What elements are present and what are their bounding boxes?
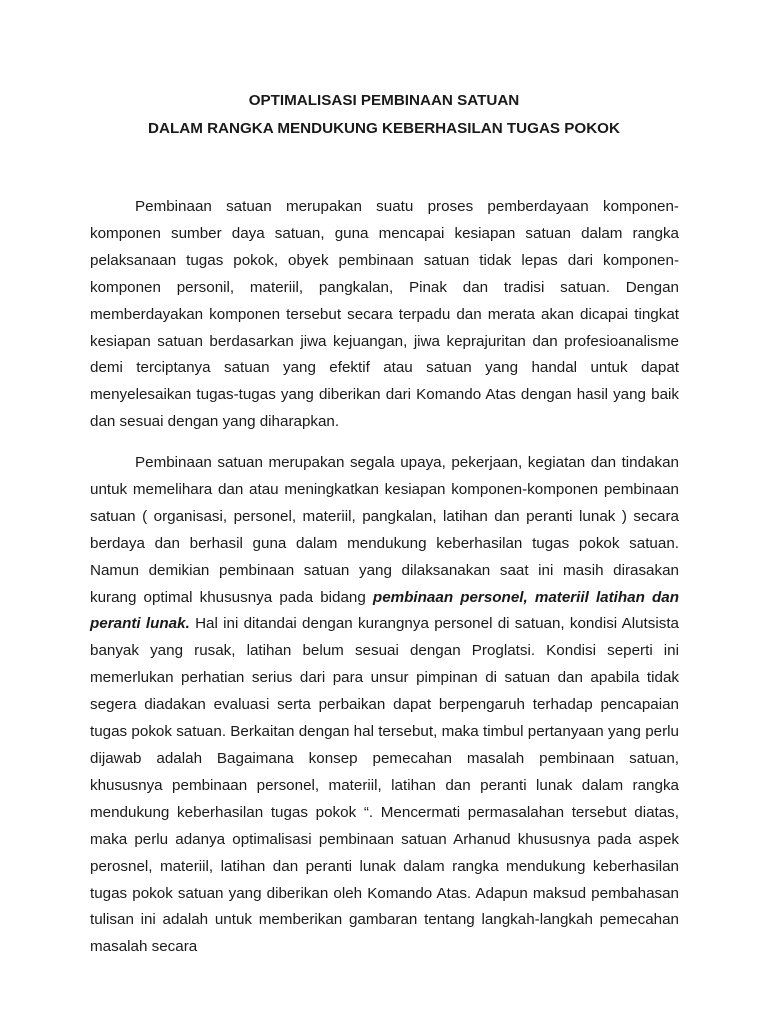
document-title-line-1: OPTIMALISASI PEMBINAAN SATUAN bbox=[248, 92, 520, 109]
paragraph-1: Pembinaan satuan merupakan suatu proses pemberdayaan komponen-komponen sumber daya satuan, guna mencapai kesiapan satuan dalam rangka pelaksanaan tugas pokok, obyek pembinaan satuan tidak lepas dari komponen-komponen personil, materiil, pangkalan, Pinak dan tradisi satuan. Dengan memberdayakan komponen tersebut secara terpadu dan merata akan dicapai tingkat kesiapan satuan berdasarkan jiwa kejuangan, jiwa keprajuritan dan profesioanalisme demi terciptanya satuan yang efektif atau satuan yang handal untuk dapat menyelesaikan tugas-tugas yang diberikan dari Komando Atas dengan hasil yang baik dan sesuai dengan yang diharapkan. bbox=[90, 198, 679, 431]
paragraph-2-text-before: Pembinaan satuan merupakan segala upaya, pekerjaan, kegiatan dan tindakan untuk memelihara dan atau meningkatkan kesiapan komponen-komponen pembinaan satuan ( organisasi, personel, materiil, pangkalan, latihan dan peranti lunak ) secara berdaya dan berhasil guna dalam mendukung keberhasilan tugas pokok satuan. Namun demikian pembinaan satuan yang dilaksanakan saat ini masih dirasakan kurang optimal khususnya pada bidang bbox=[90, 454, 679, 606]
paragraph-2 bbox=[90, 450, 679, 961]
paragraph-2-emphasis: pembinaan personel, materiil latihan dan peranti lunak. bbox=[90, 588, 679, 633]
document-title-line-2: DALAM RANGKA MENDUKUNG KEBERHASILAN TUGAS POKOK bbox=[148, 120, 620, 137]
paragraph-2-text-after: Hal ini ditandai dengan kurangnya personel di satuan, kondisi Alutsista banyak yang rusak, latihan belum sesuai dengan Proglatsi. Kondisi seperti ini memerlukan perhatian serius dari para unsur pimpinan di satuan dan apabila tidak segera diadakan evaluasi serta perbaikan dapat berpengaruh terhadap pencapaian tugas pokok satuan. Berkaitan dengan hal tersebut, maka timbul pertanyaan yang perlu dijawab adalah Bagaimana konsep pemecahan masalah pembinaan satuan, khususnya pembinaan personel, materiil, latihan dan peranti lunak dalam rangka mendukung keberhasilan tugas pokok “. Mencermati permasalahan tersebut diatas, maka perlu adanya optimalisasi pembinaan satuan Arhanud khususnya pada aspek perosnel, materiil, latihan dan peranti lunak dalam rangka mendukung keberhasilan tugas pokok satuan yang diberikan oleh Komando Atas. Adapun maksud pembahasan tulisan ini adalah untuk memberikan gambaran tentang langkah-langkah pemecahan masalah secara bbox=[90, 615, 679, 956]
